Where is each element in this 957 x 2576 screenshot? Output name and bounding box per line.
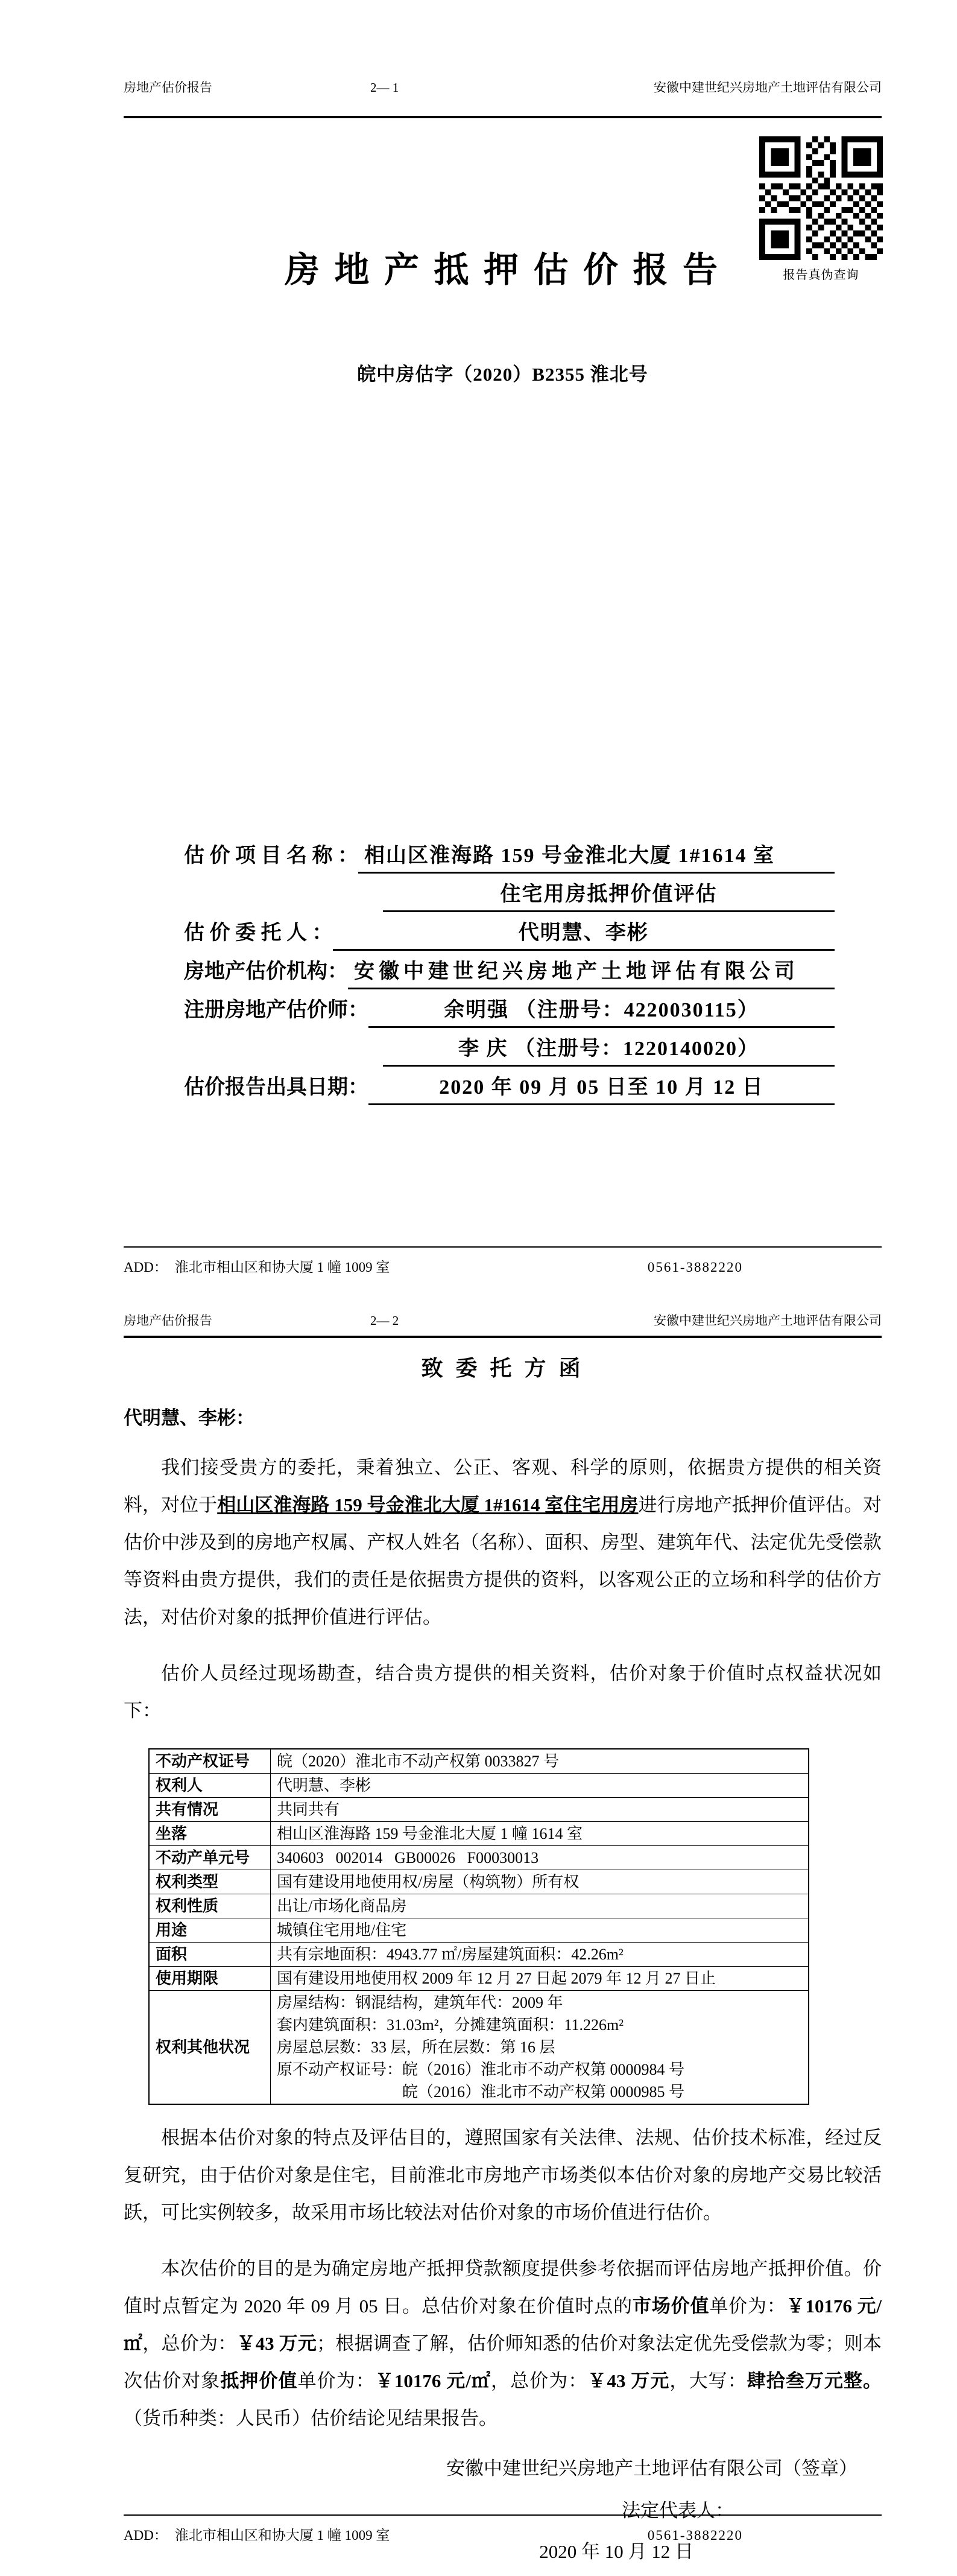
footer-line [124, 1256, 882, 1276]
table-row-right-nature [149, 1894, 809, 1918]
footer-line [124, 2524, 882, 2544]
form-row-appraiser-2 [184, 1028, 835, 1067]
cell-value: 共同共有 [271, 1798, 809, 1822]
issue-date-value: 2020 年 09 月 05 日至 10 月 12 日 [368, 1070, 835, 1105]
appraiser-value-2: 李 庆 （注册号：1220140020） [383, 1032, 835, 1067]
page-number: 2— 1 [370, 80, 399, 95]
paragraph-method: 根据本估价对象的特点及评估目的，遵照国家有关法律、法规、估价技术标准，经过反复研究，由于估价对象是住宅，目前淮北市房地产市场类似本估价对象的房地产交易比较活跃，可比实例较多，故采用市场比较法对估价对象的市场价值进行估价。 [124, 2127, 882, 2223]
salutation: 代明慧、李彬： [124, 1407, 254, 1429]
project-name-label: 估 价 项 目 名 称 ： [184, 845, 358, 867]
signature-date: 2020 年 10 月 12 日 [539, 2541, 693, 2562]
cell-label: 坐落 [149, 1822, 271, 1846]
page-2-content [124, 1291, 882, 2565]
footer-address: 淮北市相山区和协大厦 1 幢 1009 室 [174, 1260, 390, 1275]
letter-title: 致 委 托 方 函 [421, 1356, 584, 1380]
header-doc-type: 房地产估价报告 [124, 1313, 212, 1328]
running-header [124, 0, 882, 95]
cell-value: 共有宗地面积：4943.77 ㎡/房屋建筑面积：42.26m² [271, 1943, 809, 1967]
client-value: 代明慧、李彬 [333, 916, 835, 951]
header-company-name: 安徽中建世纪兴房地产土地评估有限公司 [654, 1313, 882, 1328]
table-row-cert-no [149, 1749, 809, 1774]
cover-form [184, 835, 835, 1105]
project-name-value: 相山区淮海路 159 号金淮北大厦 1#1614 室 [358, 839, 835, 874]
cell-value: 相山区淮海路 159 号金淮北大厦 1 幢 1614 室 [271, 1822, 809, 1846]
qr-code-icon [759, 136, 883, 260]
header-doc-type: 房地产估价报告 [124, 80, 212, 95]
cell-label: 不动产权证号 [149, 1749, 271, 1774]
rights-table [148, 1748, 809, 2105]
cell-label: 权利性质 [149, 1894, 271, 1918]
cell-label: 用途 [149, 1918, 271, 1943]
footer-address-label: ADD： [124, 1260, 168, 1275]
table-row-location [149, 1822, 809, 1846]
cell-value: 国有建设用地使用权 2009 年 12 月 27 日起 2079 年 12 月 27 日止 [271, 1967, 809, 1991]
table-row-other-status [149, 1991, 809, 2105]
footer-phone: 0561-3882220 [647, 2528, 743, 2543]
footer-address: 淮北市相山区和协大厦 1 幢 1009 室 [174, 2528, 390, 2543]
footer-rule [124, 2514, 882, 2516]
report-title: 房 地 产 抵 押 估 价 报 告 [284, 250, 721, 290]
paragraph-intro: 我们接受贵方的委托，秉着独立、公正、客观、科学的原则，依据贵方提供的相关资料，对位于相山区淮海路 159 号金淮北大厦 1#1614 室住宅用房进行房地产抵押价值评估。对估价中涉及到的房地产权属、产权人姓名（名称）、面积、房型、建筑年代、法定优先受偿款等资料由贵方提供，我们的责任是依据贵方提供的资料，以客观公正的立场和科学的估价方法，对估价对象的抵押价值进行评估。 [124, 1457, 882, 1628]
qr-caption: 报告真伪查询 [783, 268, 859, 282]
qr-verify-block [759, 136, 883, 282]
issue-date-label: 估价报告出具日期： [184, 1076, 368, 1099]
table-row-holder [149, 1774, 809, 1798]
table-row-right-type [149, 1870, 809, 1894]
footer-rule [124, 1246, 882, 1248]
paragraph-conclusion: 本次估价的目的是为确定房地产抵押贷款额度提供参考依据而评估房地产抵押价值。价值时点暂定为 2020 年 09 月 05 日。总估价对象在价值时点的市场价值单价为：￥10176 元/㎡，总价为：￥43 万元；根据调查了解，估价师知悉的估价对象法定优先受偿款为零；则本次估价对象抵押价值单价为：￥10176 元/㎡，总价为：￥43 万元，大写：肆拾叁万元整。（货币种类：人民币）估价结论见结果报告。 [124, 2258, 882, 2429]
client-label: 估 价 委 托 人 ： [184, 922, 333, 944]
table-row-term [149, 1967, 809, 1991]
cell-value: 国有建设用地使用权/房屋（构筑物）所有权 [271, 1870, 809, 1894]
form-row-project-name [184, 835, 835, 874]
appraiser-value-1: 余明强 （注册号：4220030115） [368, 993, 835, 1028]
header-company-name: 安徽中建世纪兴房地产土地评估有限公司 [654, 80, 882, 95]
signature-company: 安徽中建世纪兴房地产土地评估有限公司（签章） [446, 2458, 858, 2479]
agency-label: 房地产估价机构： [184, 960, 348, 983]
footer-address-label: ADD： [124, 2528, 168, 2543]
form-row-client [184, 912, 835, 951]
cell-label: 共有情况 [149, 1798, 271, 1822]
page-number: 2— 2 [370, 1313, 399, 1328]
agency-value: 安徽中建世纪兴房地产土地评估有限公司 [348, 954, 835, 989]
form-row-appraiser-1 [184, 989, 835, 1028]
page-2-footer [124, 2514, 882, 2544]
cell-value: 出让/市场化商品房 [271, 1894, 809, 1918]
cell-label: 面积 [149, 1943, 271, 1967]
cell-label: 权利其他状况 [149, 1991, 271, 2105]
footer-phone: 0561-3882220 [647, 1260, 743, 1275]
form-row-issue-date [184, 1067, 835, 1105]
page-1-footer [124, 1246, 882, 1276]
running-header [124, 1291, 882, 1328]
signature-legal-rep: 法定代表人： [622, 2500, 734, 2521]
form-row-project-name-cont [184, 874, 835, 912]
table-row-co-ownership [149, 1798, 809, 1822]
cell-label: 使用期限 [149, 1967, 271, 1991]
project-name-value-line2: 住宅用房抵押价值评估 [383, 877, 835, 912]
table-row-unit-no [149, 1846, 809, 1870]
header-rule [124, 116, 882, 118]
appraiser-label: 注册房地产估价师： [184, 999, 368, 1021]
paragraph-survey: 估价人员经过现场勘查，结合贵方提供的相关资料，估价对象于价值时点权益状况如下： [124, 1663, 882, 1721]
cell-label: 不动产单元号 [149, 1846, 271, 1870]
cell-label: 权利人 [149, 1774, 271, 1798]
cell-value: 340603 002014 GB00026 F00030013 [271, 1846, 809, 1870]
cell-value: 城镇住宅用地/住宅 [271, 1918, 809, 1943]
cell-value: 房屋结构：钢混结构，建筑年代：2009 年 套内建筑面积：31.03m²，分摊建筑面积：11.226m² 房屋总层数：33 层，所在层数：第 16 层 原不动产权证号：皖（2016）淮北市不动产权第 0000984 号 皖（2016）淮北市不动产权第 0000985 号 [271, 1991, 809, 2105]
table-row-area [149, 1943, 809, 1967]
table-row-use [149, 1918, 809, 1943]
cell-value: 代明慧、李彬 [271, 1774, 809, 1798]
page-2 [0, 1291, 957, 2576]
form-row-agency [184, 951, 835, 989]
header-rule [124, 1336, 882, 1338]
cell-label: 权利类型 [149, 1870, 271, 1894]
cell-value: 皖（2020）淮北市不动产权第 0033827 号 [271, 1749, 809, 1774]
report-number: 皖中房估字（2020）B2355 淮北号 [357, 364, 648, 385]
